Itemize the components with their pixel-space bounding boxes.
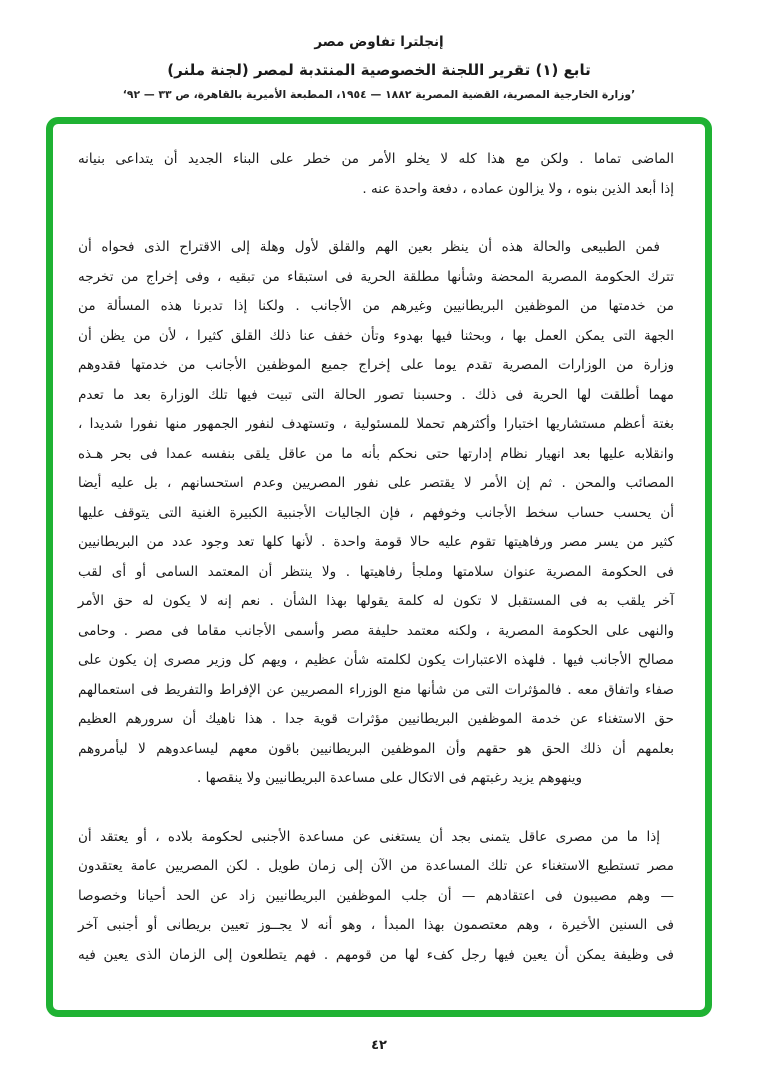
page-header [0,0,758,101]
text-line-content: وانقلابه عليها بعد انهيار نظام إدارتها حتى نحكم بأنه ما من عاقل يلقى بنفسه عمدا فى بحر هـذه [77,445,674,462]
text-line-content: إذا أبعد الذين بنوه ، ولا يزالون عماده ، دفعة واحدة عنه . [362,180,674,197]
text-line [78,322,674,352]
text-line [78,351,674,381]
text-line [78,558,674,588]
text-line-content: أن يحسب حساب سخط الأجانب وخوفهم ، فإن الجاليات الأجنبية الكبيرة الغنية التى يتوقف عليها [78,504,674,521]
text-line [78,145,674,175]
text-line [78,175,674,205]
text-line-content: آخر يلقب به فى المستقبل لا تكون له كلمة يقولها بهذا الشأن . نعم إنه لا يكون له حق الأمر [77,593,674,609]
text-line [78,587,674,617]
report-subtitle: تابع (١) تقرير اللجنة الخصوصية المنتدبة لمصر (لجنة ملنر) [167,61,591,79]
text-line-content: فى وظيفة يمكن أن يعين فيها رجل كفء لها من قومهم . فهم يتطلعون إلى الزمان الذى يعين فيه [78,946,674,963]
text-line-content: وزارة من الوزارات المصرية تقدم يوما على إخراج جميع الموظفين الأجانب من خدمتها فقدوهم [77,357,674,373]
text-line [78,233,674,263]
page-number: ٤٢ [371,1038,387,1053]
source-citation: ’وزارة الخارجية المصرية، القضية المصرية ١٨٨٢ — ١٩٥٤، المطبعة الأميرية بالقاهرة، ص ٣٣ — ٩٢‘ [122,88,636,101]
text-line [78,911,674,941]
text-line [78,499,674,529]
text-line [78,676,674,706]
text-line-content: مصالح الأجانب فيها . فلهذه الاعتبارات يكون لكلمته شأن عظيم ، ويهم كل وزير مصرى إن يكون على [78,652,674,668]
text-line [78,440,674,470]
page-footer [0,1038,758,1053]
text-line-content: مهما أطلقت لها الحرية فى ذلك . وحسبنا تصور الحالة التى تبيت فيها تلك الوزارة بعد ما تعدم [78,386,674,403]
text-line-content: فى الحكومة المصرية عنوان سلامتها وملجأ رفاهيتها . ولا ينتظر أن المعتمد السامى أو أى لقب [77,563,674,580]
text-line [78,263,674,293]
text-line-content: الماضى تماما . ولكن مع هذا كله لا يخلو الأمر من خطر على البناء الجديد أن يتداعى بنيانه [77,151,674,167]
page-title: إنجلترا تفاوض مصر [314,34,444,50]
text-line [78,381,674,411]
text-line-content: — وهم مصيبون فى اعتقادهم — أن جلب الموظفين البريطانيين زاد عن الحد أحيانا وخصوصا [78,887,674,904]
text-line-content: فى السنين الأخيرة ، وهم معتصمون بهذا المبدأ ، وهو أنه لا يجــوز تعيين بريطانى أو أجنبى آخر [78,917,674,933]
text-line [78,292,674,322]
text-line-content: والنهى على الحكومة المصرية ، ولكنه معتمد حليفة مصر وأسمى الأجانب مقاما فى مصر . وحامى [78,622,674,639]
text-line-content: مصر تستطيع الاستغناء عن تلك المساعدة من الآن إلى زمان طويل . لكن المصريين عامة يعتقدون [77,858,674,874]
text-frame [46,117,712,1017]
text-line-content: تترك الحكومة المصرية المحضة وشأنها مطلقة الحرية فى استبقاء من تبقيه ، وفى إخراج من تخرجه [78,268,674,285]
text-line [78,469,674,499]
paragraph-1 [78,145,674,204]
paragraph-3 [78,823,674,971]
text-line-content: وينهوهم يزيد رغبتهم فى الاتكال على مساعدة البريطانيين ولا ينقصها . [197,770,582,786]
text-line-content: حق الاستغناء عن خدمة الموظفين البريطانيين مؤثرات قوية جدا . هذا ناهيك أن سرورهم العظيم [77,711,674,727]
text-line-content: كثير من يسر مصر ورفاهيتها تقوم عليه حالا قومة واحدة . لأنها كلها تعد وجود عدد من البريطانيين [78,534,674,550]
text-line-content: إذا ما من مصرى عاقل يتمنى بجد أن يستغنى عن مساعدة الأجنبى لحكومة بلاده ، أو يعتقد أن [78,828,660,845]
text-line [78,941,674,971]
text-line [78,823,674,853]
text-line [78,852,674,882]
text-line-content: من خدمتها من الموظفين البريطانيين وغيرهم من الأجانب . ولكنا إذا تدبرنا هذه المسألة من [78,298,674,314]
text-line-content: بغتة أعظم مستشاريها اختبارا وأكثرهم تحملا للمسئولية ، وتستهدف لنفور الجمهور منها نفورا شديدا ، [77,416,674,432]
text-line-content: المصائب والمحن . ثم إن الأمر لا يقتصر على نفور المصريين وعدم استحسانهم ، بل عليه أيضا [78,475,674,491]
text-line [78,705,674,735]
text-line [78,735,674,765]
text-line [78,764,674,794]
text-line [78,617,674,647]
text-line-content: بعلمهم أن ذلك الحق هو حقهم وأن الموظفين البريطانيين باقون معهم ليساعدوهم لا ليأمروهم [78,740,674,757]
paragraph-2 [78,233,674,794]
text-line-content: فمن الطبيعى والحالة هذه أن ينظر بعين الهم والقلق لأول وهلة إلى الاقتراح الذى فحواه أن [78,239,660,255]
text-line [78,646,674,676]
text-line [78,410,674,440]
text-line [78,882,674,912]
text-line-content: صفاء واتفاق معه . فالمؤثرات التى من شأنها منع الوزراء المصريين عن الإفراط والتفريط فى استعمالهم [78,681,674,698]
text-line [78,528,674,558]
text-line-content: الجهة التى يمكن العمل بها ، وبحثنا فيها بهدوء وتأن خفف عنا ذلك القلق كثيرا ، لأن من يظن أن [78,327,674,344]
